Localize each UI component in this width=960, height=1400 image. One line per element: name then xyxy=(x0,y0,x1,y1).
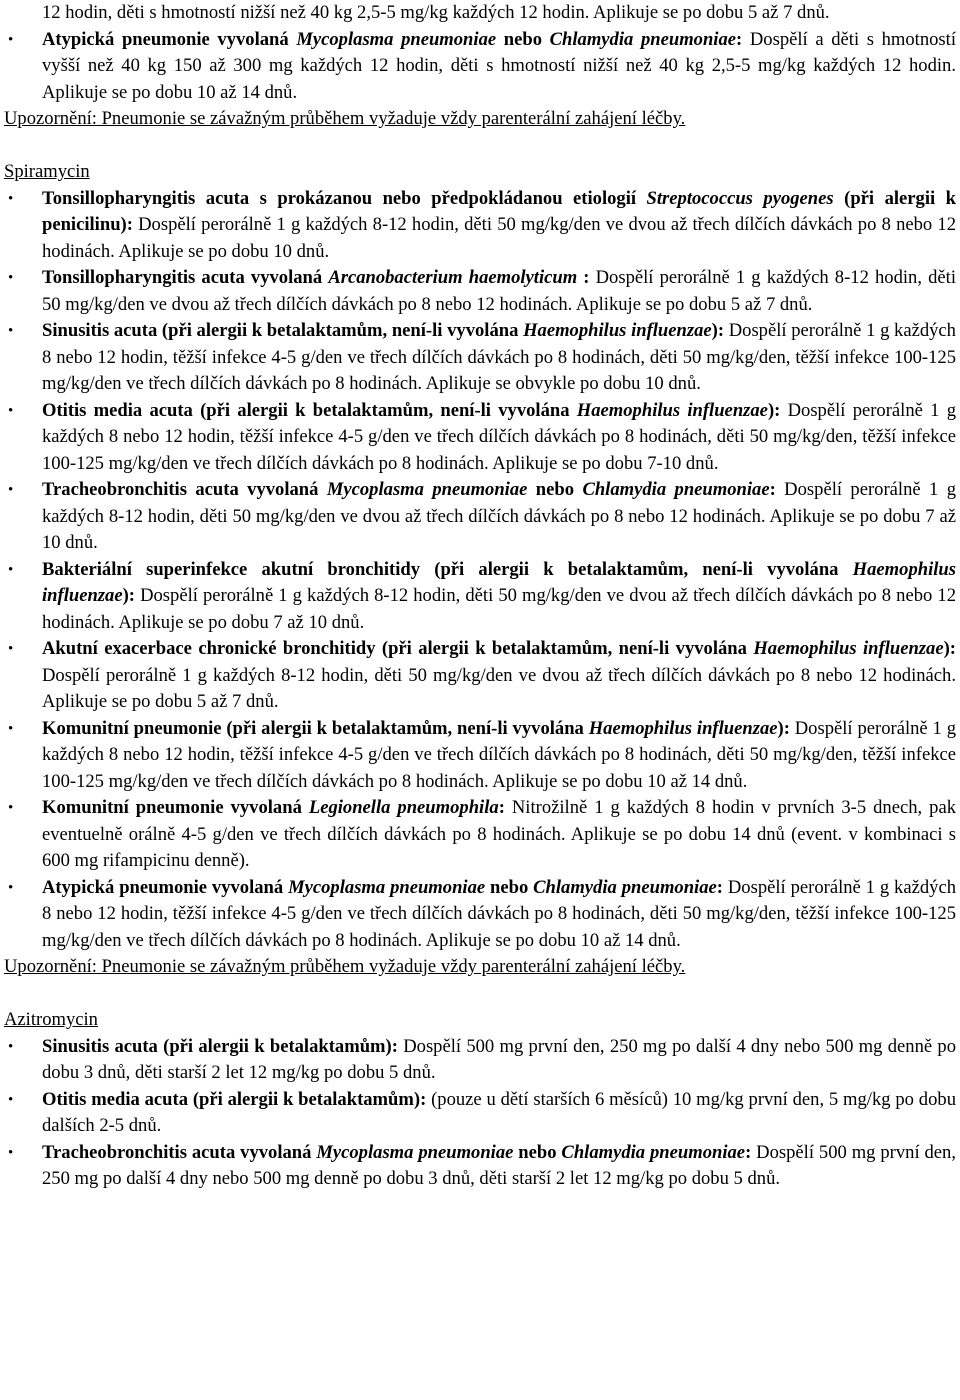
item-heading: : xyxy=(745,1141,752,1163)
bullet-icon: • xyxy=(8,1091,14,1108)
list-item xyxy=(4,318,956,398)
organism-name: Legionella pneumophila xyxy=(308,797,499,818)
dosage-text: Dospělí perorálně 1 g každých 8 nebo 12 hodin, těžší infekce 4-5 g/den ve třech dílčích dávkách po 8 hodinách, děti 50 mg/kg/den, těžší infekce 100-125 mg/kg/den ve třech dílčích dávkách po 8 hodinách. Aplikuje se obvykle po dobu 10 dnů. xyxy=(42,320,956,394)
azitromycin-item-list xyxy=(4,1034,956,1193)
organism-name: Haemophilus influenzae xyxy=(753,638,944,659)
list-item xyxy=(4,398,956,478)
list-item xyxy=(4,795,956,875)
dosage-text: Dospělí 500 mg první den, 250 mg po další 4 dny nebo 500 mg denně po dobu 3 dnů, děti starší 2 let 12 mg/kg po dobu 5 dnů. xyxy=(42,1141,957,1189)
item-heading: nebo xyxy=(513,1141,562,1163)
dosage-text: Dospělí perorálně 1 g každých 8 nebo 12 hodin, těžší infekce 4-5 g/den ve třech dílčích dávkách po 8 hodinách, děti 50 mg/kg/den, těžší infekce 100-125 mg/kg/den ve třech dílčích dávkách po 8 hodinách. Aplikuje se po dobu 7-10 dnů. xyxy=(42,399,956,474)
item-heading: : xyxy=(736,28,743,50)
organism-name: Haemophilus influenzae xyxy=(523,320,712,341)
item-heading: Otitis media acuta (při alergii k betalaktamům): xyxy=(42,1088,427,1110)
bullet-icon: • xyxy=(8,641,14,657)
dosage-text: Nitrožilně 1 g každých 8 hodin v prvních 3-5 dnech, pak eventuelně orálně 4-5 g/den ve třech dílčích dávkách po 8 hodinách. Aplikuje se po dobu 14 dnů (event. v kombinaci s 600 mg rifampicinu denně). xyxy=(42,797,957,871)
organism-name: Mycoplasma pneumoniae xyxy=(288,876,486,898)
item-heading: ): xyxy=(777,717,790,739)
item-heading: nebo xyxy=(496,28,550,50)
bullet-icon: • xyxy=(8,482,14,498)
list-item xyxy=(4,1034,956,1087)
item-heading: : xyxy=(498,797,505,818)
item-heading: Atypická pneumonie vyvolaná xyxy=(42,28,297,50)
item-heading: Akutní exacerbace chronické bronchitidy (při alergii k betalaktamům, není-li vyvolána xyxy=(42,638,754,659)
list-item xyxy=(4,1140,956,1193)
dosage-text: Dospělí perorálně 1 g každých 8-12 hodin, děti 50 mg/kg/den ve dvou až třech dílčích dávkách po 8 nebo 12 hodinách. Aplikuje se po dobu 5 až 7 dnů. xyxy=(42,664,956,712)
bullet-icon: • xyxy=(8,720,14,737)
warning-note: Upozornění: Pneumonie se závažným průběhem vyžaduje vždy parenterální zahájení léčby. xyxy=(4,956,686,977)
item-heading: Tonsillopharyngitis acuta s prokázanou nebo předpokládanou etiologií xyxy=(42,187,647,209)
list-item xyxy=(4,636,956,716)
item-heading: nebo xyxy=(485,876,534,898)
dosage-text: Dospělí perorálně 1 g každých 8-12 hodin, děti 50 mg/kg/den ve dvou až třech dílčích dávkách po 8 nebo 12 hodinách. Aplikuje se po dobu 10 dnů. xyxy=(42,214,956,262)
dosage-text: Dospělí perorálně 1 g každých 8 nebo 12 hodin, těžší infekce 4-5 g/den ve třech dílčích dávkách po 8 hodinách, děti 50 mg/kg/den, těžší infekce 100-125 mg/kg/den ve třech dílčích dávkách po 8 hodinách. Aplikuje se po dobu 10 až 14 dnů. xyxy=(42,876,956,951)
list-item xyxy=(4,477,956,557)
dosage-text: Dospělí perorálně 1 g každých 8-12 hodin, děti 50 mg/kg/den ve dvou až třech dílčích dávkách po 8 nebo 12 hodinách. Aplikuje se po dobu 7 až 10 dnů. xyxy=(42,479,957,553)
list-item xyxy=(4,716,956,796)
list-item xyxy=(4,557,956,637)
item-heading: Sinusitis acuta (při alergii k betalaktamům): xyxy=(42,1035,398,1057)
item-heading: ): xyxy=(711,320,725,341)
item-heading: nebo xyxy=(527,479,583,500)
bullet-icon: • xyxy=(8,800,14,816)
organism-name: Haemophilus influenzae xyxy=(42,558,956,606)
item-heading: Komunitní pneumonie vyvolaná xyxy=(42,797,309,818)
bullet-icon: • xyxy=(8,879,14,896)
organism-name: Chlamydia pneumoniae xyxy=(561,1141,746,1163)
item-heading: Tracheobronchitis acuta vyvolaná xyxy=(42,479,327,500)
organism-name: Chlamydia pneumoniae xyxy=(533,876,717,898)
bullet-icon: • xyxy=(8,270,14,286)
organism-name: Chlamydia pneumoniae xyxy=(582,479,770,500)
dosage-text: Dospělí perorálně 1 g každých 8-12 hodin, děti 50 mg/kg/den ve dvou až třech dílčích dávkách po 8 nebo 12 hodinách. Aplikuje se po dobu 5 až 7 dnů. xyxy=(42,267,956,315)
list-item xyxy=(4,27,956,107)
section-heading-spiramycin: Spiramycin xyxy=(4,161,90,182)
spiramycin-item-list xyxy=(4,186,956,955)
item-heading: Otitis media acuta (při alergii k betalaktamům, není-li vyvolána xyxy=(42,399,577,421)
bullet-icon: • xyxy=(8,323,14,339)
item-heading: Komunitní pneumonie (při alergii k betalaktamům, není-li vyvolána xyxy=(42,717,589,739)
item-heading: Tracheobronchitis acuta vyvolaná xyxy=(42,1141,317,1163)
list-item xyxy=(4,265,956,318)
continuation-paragraph: 12 hodin, děti s hmotností nižší než 40 kg 2,5-5 mg/kg každých 12 hodin. Aplikuje se po dobu 5 až 7 dnů. xyxy=(42,2,830,23)
list-item xyxy=(4,875,956,955)
organism-name: Arcanobacterium haemolyticum xyxy=(328,267,578,288)
organism-name: Chlamydia pneumoniae xyxy=(549,28,737,50)
spacer xyxy=(4,981,956,1008)
item-heading: Tonsillopharyngitis acuta vyvolaná xyxy=(42,267,329,288)
bullet-icon: • xyxy=(8,561,14,578)
organism-name: Mycoplasma pneumoniae xyxy=(296,28,497,50)
organism-name: Mycoplasma pneumoniae xyxy=(326,479,528,500)
bullet-icon: • xyxy=(8,1038,14,1055)
top-item-list xyxy=(4,27,956,107)
item-heading: Atypická pneumonie vyvolaná xyxy=(42,876,289,898)
item-heading: Sinusitis acuta (při alergii k betalaktamům, není-li vyvolána xyxy=(42,320,524,341)
item-heading: : xyxy=(716,876,723,898)
dosage-text: (pouze u dětí starších 6 měsíců) 10 mg/kg první den, 5 mg/kg po dobu dalších 2-5 dnů. xyxy=(42,1088,956,1136)
item-heading: : xyxy=(577,267,590,288)
item-heading: ): xyxy=(767,399,781,421)
dosage-text: Dospělí a děti s hmotností vyšší než 40 kg 150 až 300 mg každých 12 hodin, děti s hmotností nižší než 40 kg 2,5-5 mg/kg každých 12 hodin. Aplikuje se po dobu 10 až 14 dnů. xyxy=(42,28,956,103)
bullet-icon: • xyxy=(8,190,14,207)
item-heading: (při alergii k penicilinu): xyxy=(42,187,956,235)
bullet-icon: • xyxy=(8,402,14,419)
organism-name: Haemophilus influenzae xyxy=(576,399,768,421)
section-heading-azitromycin: Azitromycin xyxy=(4,1009,98,1030)
organism-name: Streptococcus pyogenes xyxy=(646,187,834,209)
list-item xyxy=(4,1087,956,1140)
item-heading: ): xyxy=(943,638,956,659)
spacer xyxy=(4,133,956,160)
warning-note: Upozornění: Pneumonie se závažným průběhem vyžaduje vždy parenterální zahájení léčby. xyxy=(4,108,686,129)
dosage-text: Dospělí perorálně 1 g každých 8-12 hodin, děti 50 mg/kg/den ve dvou až třech dílčích dávkách po 8 nebo 12 hodinách. Aplikuje se po dobu 7 až 10 dnů. xyxy=(42,585,956,633)
organism-name: Haemophilus influenzae xyxy=(588,717,778,739)
item-heading: ): xyxy=(122,585,135,606)
organism-name: Mycoplasma pneumoniae xyxy=(316,1141,514,1163)
item-heading: : xyxy=(769,479,776,500)
item-heading: Bakteriální superinfekce akutní bronchitidy (při alergii k betalaktamům, není-li vyvolána xyxy=(42,558,853,580)
bullet-icon: • xyxy=(8,31,14,48)
dosage-text: Dospělí 500 mg první den, 250 mg po další 4 dny nebo 500 mg denně po dobu 3 dnů, děti starší 2 let 12 mg/kg po dobu 5 dnů. xyxy=(42,1035,956,1083)
dosage-text: Dospělí perorálně 1 g každých 8 nebo 12 hodin, těžší infekce 4-5 g/den ve třech dílčích dávkách po 8 hodinách, děti 50 mg/kg/den, těžší infekce 100-125 mg/kg/den ve třech dílčích dávkách po 8 hodinách. Aplikuje se po dobu 10 až 14 dnů. xyxy=(42,717,956,792)
list-item xyxy=(4,186,956,266)
bullet-icon: • xyxy=(8,1144,14,1161)
